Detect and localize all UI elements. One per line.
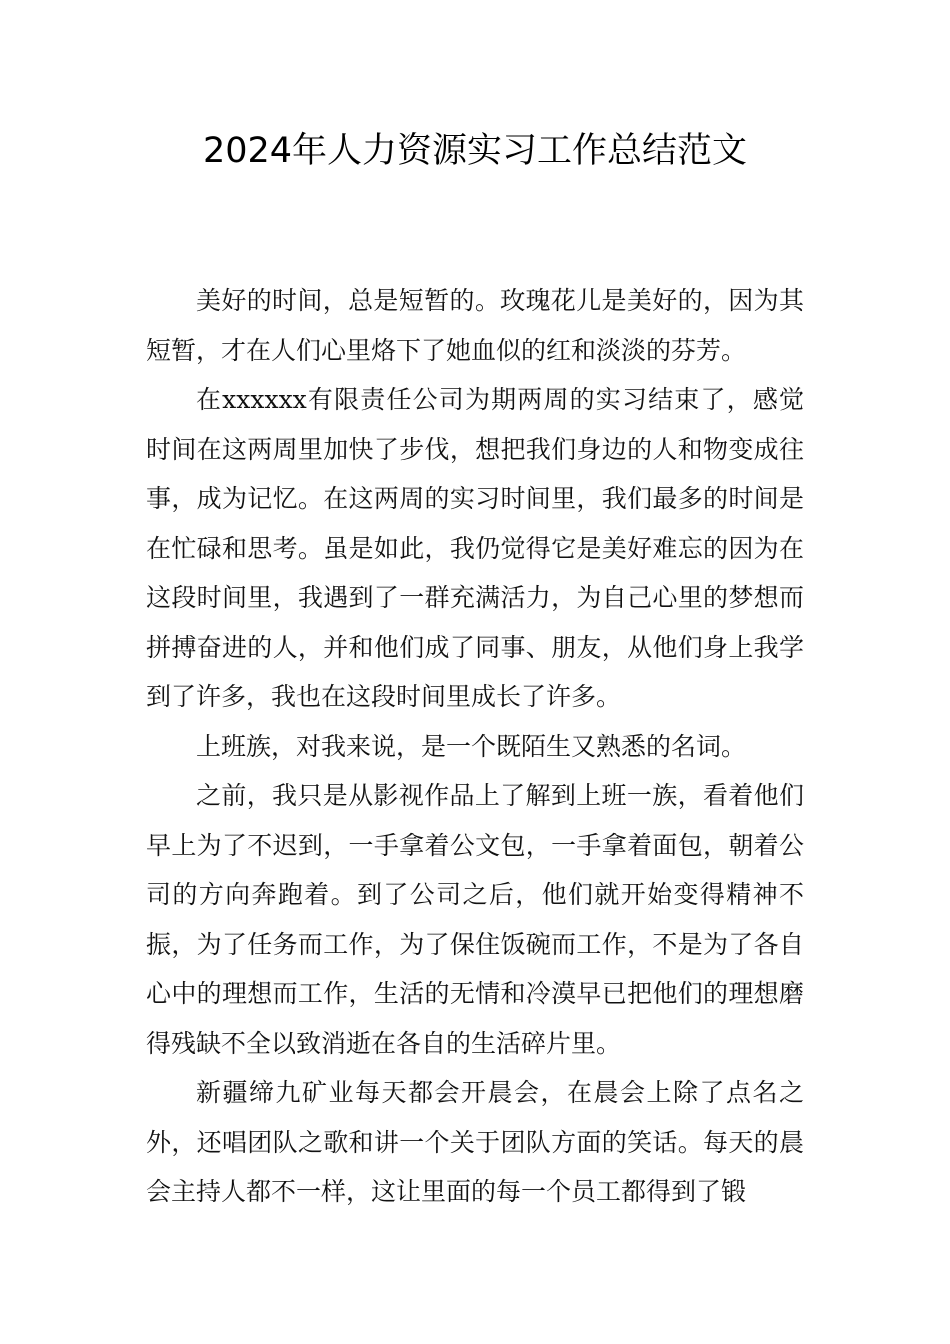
document-title: 2024年人力资源实习工作总结范文: [202, 131, 748, 171]
paragraph: 美好的时间，总是短暂的。玫瑰花儿是美好的，因为其短暂，才在人们心里烙下了她血似的红和淡淡的芬芳。: [146, 286, 804, 365]
document-body: [146, 276, 804, 1217]
paragraph: 在xxxxxx有限责任公司为期两周的实习结束了，感觉时间在这两周里加快了步伐，想把我们身边的人和物变成往事，成为记忆。在这两周的实习时间里，我们最多的时间是在忙碌和思考。虽是如此，我仍觉得它是美好难忘的因为在这段时间里，我遇到了一群充满活力，为自己心里的梦想而拼搏奋进的人，并和他们成了同事、朋友，从他们身上我学到了许多，我也在这段时间里成长了许多。: [146, 385, 804, 711]
paragraph: 之前，我只是从影视作品上了解到上班一族，看着他们早上为了不迟到，一手拿着公文包，一手拿着面包，朝着公司的方向奔跑着。到了公司之后，他们就开始变得精神不振，为了任务而工作，为了保住饭碗而工作，不是为了各自心中的理想而工作，生活的无情和冷漠早已把他们的理想磨得残缺不全以致消逝在各自的生活碎片里。: [146, 781, 804, 1058]
paragraph: 上班族，对我来说，是一个既陌生又熟悉的名词。: [196, 731, 747, 761]
paragraph: 新疆缔九矿业每天都会开晨会，在晨会上除了点名之外，还唱团队之歌和讲一个关于团队方面的笑话。每天的晨会主持人都不一样，这让里面的每一个员工都得到了锻: [146, 1078, 804, 1206]
